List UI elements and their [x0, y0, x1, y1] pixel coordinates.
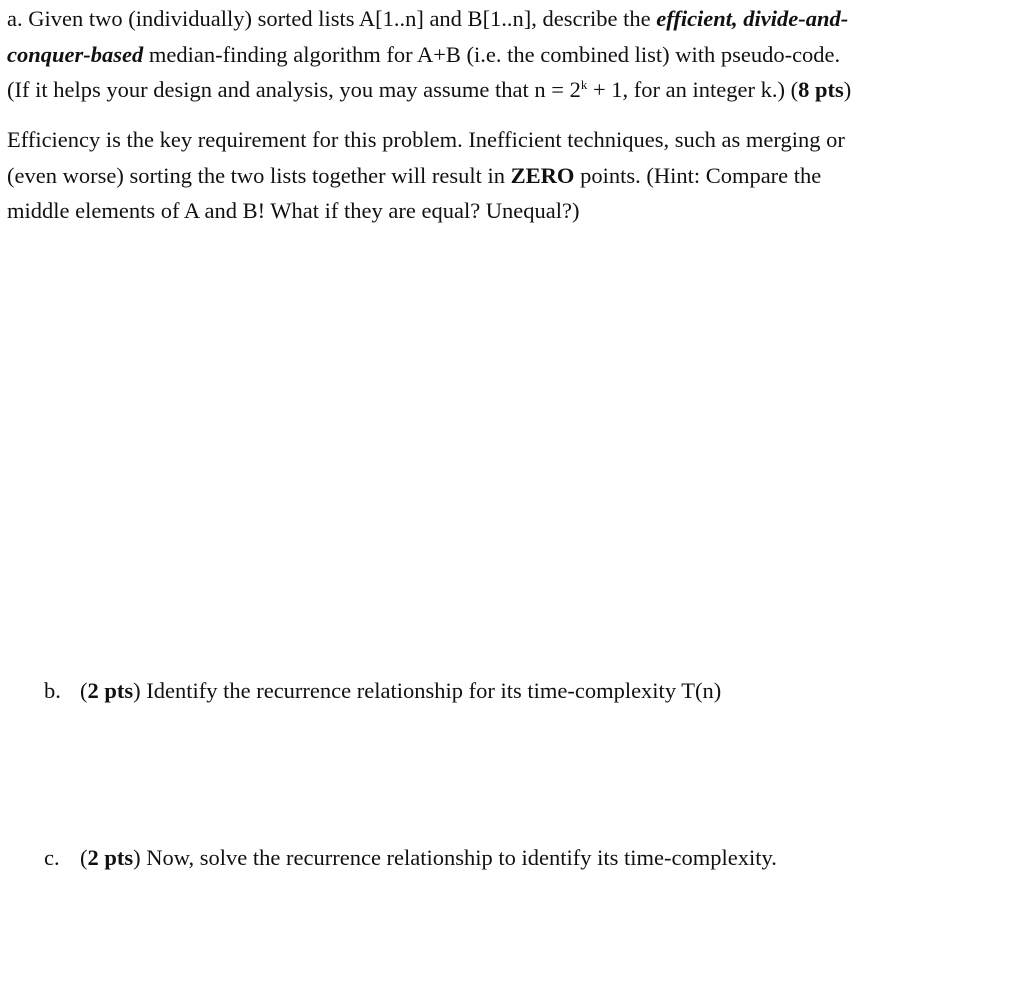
- exponent-k: k: [580, 77, 588, 92]
- question-a-line-2: conquer-based median-finding algorithm for A+B (i.e. the combined list) with pseudo-code.: [7, 41, 841, 67]
- question-c: c. (2 pts) Now, solve the recurrence relationship to identify its time-complexity.: [44, 843, 777, 873]
- question-c-text: ) Now, solve the recurrence relationship to identify its time-complexity.: [133, 845, 777, 870]
- efficiency-line-1: Efficiency is the key requirement for this problem. Inefficient techniques, such as merging or: [7, 127, 845, 152]
- points-b: 2 pts: [87, 678, 134, 703]
- emphasis-conquer-based: conquer-based: [7, 41, 144, 67]
- question-a-line-1: a. Given two (individually) sorted lists A[1..n] and B[1..n], describe the efficient, divide-and-: [7, 6, 849, 31]
- question-b: b. (2 pts) Identify the recurrence relationship for its time-complexity T(n): [44, 676, 721, 706]
- emphasis-zero: ZERO: [510, 162, 575, 188]
- efficiency-note-paragraph: [7, 122, 1007, 229]
- question-a-line-3: (If it helps your design and analysis, you may assume that $n = 2^k + 1$, for an integer k.) (8 pts): [7, 77, 852, 102]
- question-b-text: ) Identify the recurrence relationship for its time-complexity T(n): [133, 678, 722, 703]
- efficiency-line-2: (even worse) sorting the two lists together will result in ZERO points. (Hint: Compare the: [7, 162, 822, 188]
- emphasis-efficient: efficient, divide-and-: [656, 6, 849, 31]
- efficiency-line-3: middle elements of A and B! What if they are equal? Unequal?): [7, 198, 580, 223]
- question-b-marker: b.: [44, 678, 61, 703]
- points-c: 2 pts: [87, 845, 134, 870]
- question-a-paragraph: [7, 1, 1007, 108]
- question-c-marker: c.: [44, 845, 60, 870]
- points-a: 8 pts: [798, 77, 844, 102]
